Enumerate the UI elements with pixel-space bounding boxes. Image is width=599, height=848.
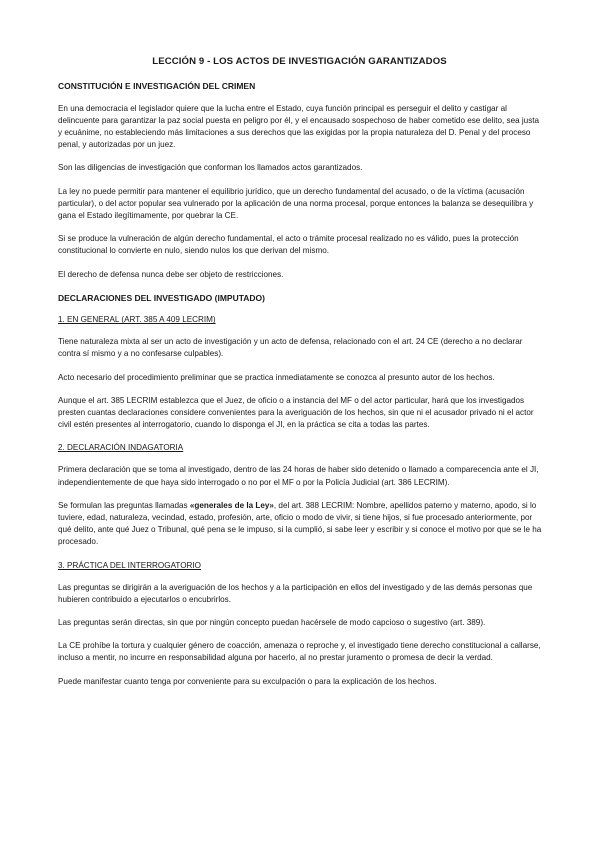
bold-term: «generales de la Ley» [189, 500, 274, 510]
paragraph: Aunque el art. 385 LECRIM establezca que el Juez, de oficio o a instancia del MF o del actor particular, hará que los investigados presten cuantas declaraciones considere convenientes para la averiguación de los hechos, sin que ni el acusador privado ni el actor civil estén presentes al interrogatorio, cuando lo disponga el JI, en la práctica se cita a todas las partes. [58, 395, 534, 430]
paragraph: Si se produce la vulneración de algún derecho fundamental, el acto o trámite procesal realizado no es válido, pues la protección constitucional lo convierte en nulo, siendo nulos los que derivan del mismo. [58, 234, 519, 256]
paragraph: Puede manifestar cuanto tenga por conveniente para su exculpación o para la explicación de los hechos. [58, 676, 437, 686]
paragraph: El derecho de defensa nunca debe ser objeto de restricciones. [58, 269, 284, 279]
paragraph: Son las diligencias de investigación que conforman los llamados actos garantizados. [58, 163, 363, 173]
subsection-heading-en-general: 1. EN GENERAL (ART. 385 A 409 LECRIM) [58, 315, 216, 325]
paragraph: En una democracia el legislador quiere que la lucha entre el Estado, cuya función principal es perseguir el delito y castigar al delincuente para garantizar la paz social puesta en peligro por él, y el encausado sospechoso de haber cometido ese delito, sea justa y ecuánime, no estableciendo más limitaciones a sus derechos que las exigidas por la propia naturaleza del D. Penal y del proceso penal, y autorizadas por un juez. [58, 103, 540, 150]
paragraph: Tiene naturaleza mixta al ser un acto de investigación y un acto de defensa, relacionado con el art. 24 CE (derecho a no declarar contra sí mismo y a no confesarse culpables). [58, 337, 523, 359]
paragraph-text: , del art. 388 LECRIM: Nombre, apellidos paterno y materno, apodo, si lo tuviere, edad, naturaleza, vecindad, estado, profesión, arte, oficio o modo de vivir, si tiene hijos, si fue procesado anteriormente, por qué delito, ante qué Juez o Tribunal, qué pena se le impuso, si la cumplió, si sabe leer y escribir y si conoce el motivo por que se le ha procesado. [58, 500, 542, 547]
paragraph: La ley no puede permitir para mantener el equilibrio jurídico, que un derecho fundamental del acusado, o de la víctima (acusación particular), o del actor popular sea vulnerado por la aplicación de una norma procesal, porque entonces la balanza se desequilibra y gana el Estado ilegítimamente, por quebrar la CE. [58, 186, 534, 220]
paragraph-text: Se formulan las preguntas llamadas [58, 500, 190, 510]
section-heading-constitucion: CONSTITUCIÓN E INVESTIGACIÓN DEL CRIMEN [58, 81, 256, 91]
paragraph: Las preguntas serán directas, sin que por ningún concepto puedan hacérsele de modo capcioso o sugestivo (art. 389). [58, 618, 486, 628]
subsection-heading-indagatoria: 2. DECLARACIÓN INDAGATORIA [58, 443, 184, 453]
paragraph [58, 500, 542, 549]
paragraph: Las preguntas se dirigirán a la averiguación de los hechos y a la participación en ellos del investigado y de las demás personas que hubieren contribuido a ejecutarlos o encubrirlos. [58, 582, 533, 604]
subsection-heading-interrogatorio: 3. PRÁCTICA DEL INTERROGATORIO [58, 560, 201, 570]
paragraph: Acto necesario del procedimiento preliminar que se practica inmediatamente se conozca al presunto autor de los hechos. [58, 372, 495, 382]
document-body [58, 80, 542, 699]
section-heading-declaraciones: DECLARACIONES DEL INVESTIGADO (IMPUTADO) [58, 292, 265, 303]
paragraph: La CE prohíbe la tortura y cualquier género de coacción, amenaza o reproche y, el investigado tiene derecho constitucional a callarse, incluso a mentir, no incurre en responsabilidad alguna por hacerlo, al no prestar juramento o promesa de decir la verdad. [58, 641, 541, 663]
document-title: LECCIÓN 9 - LOS ACTOS DE INVESTIGACIÓN GARANTIZADOS [152, 56, 447, 67]
paragraph: Primera declaración que se toma al investigado, dentro de las 24 horas de haber sido detenido o llamado a comparecencia ante el JI, independientemente de que haya sido interrogado o no por el MF o por la Policía Judicial (art. 386 LECRIM). [58, 465, 539, 487]
